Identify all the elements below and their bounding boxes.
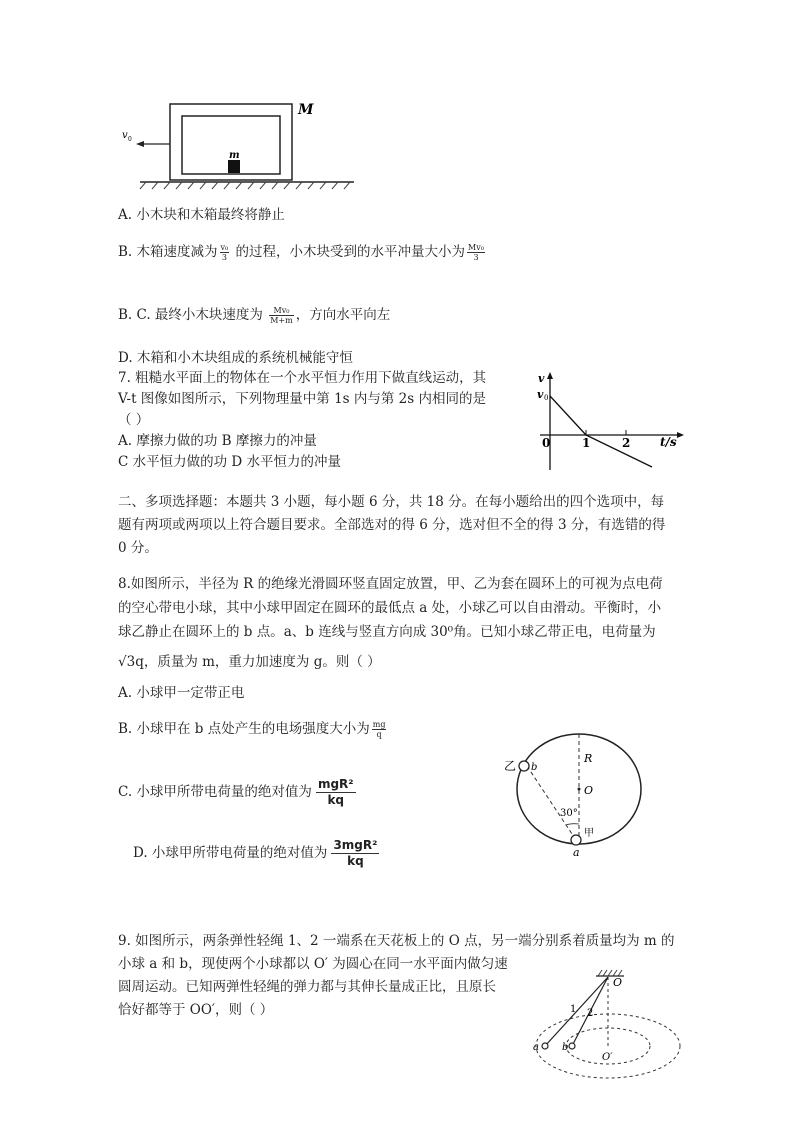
q7-line4: A. 摩擦力做的功 B 摩擦力的冲量 bbox=[118, 433, 317, 449]
q8-stem bbox=[118, 572, 678, 644]
q6-option-a: A. 小木块和木箱最终将静止 bbox=[118, 207, 285, 223]
label-angle: 30° bbox=[560, 808, 578, 819]
label-O2: O bbox=[613, 976, 623, 989]
q6-option-d: D. 木箱和小木块组成的系统机械能守恒 bbox=[118, 350, 353, 366]
q8-option-c: C. 小球甲所带电荷量的绝对值为 $\frac{\text{mgR²}}{kq}$ bbox=[118, 777, 354, 807]
q7-line3: （ ） bbox=[118, 412, 150, 428]
q9-line4: 恰好都等于 OO′，则（ ） bbox=[118, 1002, 274, 1018]
q8-line2: 的空心带电小球，其中小球甲固定在圆环的最低点 a 处，小球乙可以自由滑动。平衡时，小 bbox=[118, 600, 662, 616]
t-label: t/s bbox=[660, 435, 677, 449]
q8-line3: 球乙静止在圆环上的 b 点。a、b 连线与竖直方向成 30⁰角。已知小球乙带正电，电荷量为 bbox=[118, 624, 656, 640]
label-M: M bbox=[298, 102, 314, 118]
label-v: v bbox=[122, 130, 128, 141]
v-label: v bbox=[538, 372, 545, 385]
q6-b-text2: 的过程，小木块受到的水平冲量大小为 bbox=[231, 244, 466, 260]
q8-option-d: D. 小球甲所带电荷量的绝对值为 $\frac{\text{3mgR²}}{kq}$ bbox=[133, 838, 378, 868]
ball-b2 bbox=[569, 1043, 575, 1049]
q9-line3: 圆周运动。已知两弹性轻绳的弹力都与其伸长量成正比，且原长 bbox=[118, 979, 496, 995]
q6-c-text2: ，方向水平向左 bbox=[295, 307, 391, 323]
label-b2: b bbox=[562, 1042, 569, 1053]
q6-option-c bbox=[118, 303, 390, 325]
q8-option-a: A. 小球甲一定带正电 bbox=[118, 685, 245, 701]
label-rope1: 1 bbox=[570, 1004, 577, 1015]
ab-line bbox=[527, 766, 576, 840]
vt-line-2 bbox=[586, 435, 652, 467]
origin-label: 0 bbox=[542, 436, 551, 450]
label-yi: 乙 bbox=[504, 759, 517, 773]
v0-sub: 0 bbox=[544, 394, 549, 402]
box-figure bbox=[118, 96, 358, 192]
q6-c-frac: $\frac{\text{Mv₀}}{M+m}$ bbox=[270, 306, 293, 325]
label-m: m bbox=[229, 150, 240, 161]
section2-line1: 二、多项选择题：本题共 3 小题，每小题 6 分，共 18 分。在每小题给出的四个选项中，每 bbox=[118, 494, 665, 510]
q8-option-b: B. 小球甲在 b 点处产生的电场强度大小为 $\frac{mg}{q}$ bbox=[118, 720, 386, 739]
label-jia: 甲 bbox=[584, 828, 594, 839]
q7-line5: C 水平恒力做的功 D 水平恒力的冲量 bbox=[118, 454, 342, 470]
ring-figure bbox=[500, 728, 680, 864]
label-rope2: 2 bbox=[587, 1008, 594, 1019]
q8-d-frac: $\frac{\text{3mgR²}}{kq}$ bbox=[333, 838, 378, 868]
tick-2-label: 2 bbox=[622, 436, 631, 450]
q9-line1: 9. 如图所示，两条弹性轻绳 1、2 一端系在天花板上的 O 点，另一端分别系着质量均为 m 的 bbox=[118, 933, 675, 949]
q8-line1: 8.如图所示，半径为 R 的绝缘光滑圆环竖直固定放置，甲、乙为套在圆环上的可视为点电荷 bbox=[118, 576, 663, 592]
small-block bbox=[228, 160, 240, 173]
ground-hatch bbox=[140, 182, 350, 189]
q6-b-frac2: $\frac{\text{Mv₀}}{3}$ bbox=[468, 243, 484, 262]
sqrt3: √3 bbox=[118, 654, 136, 670]
q7-line2: V-t 图像如图所示，下列物理量中第 1s 内与第 2s 内相同的是 bbox=[118, 391, 486, 407]
ball-a2 bbox=[542, 1043, 548, 1049]
ball-b bbox=[519, 761, 529, 771]
q7-block bbox=[118, 368, 486, 473]
q6-c-text: B. C. 最终小木块速度为 bbox=[118, 307, 268, 323]
vt-line-1 bbox=[550, 396, 586, 435]
q8-b-frac: $\frac{mg}{q}$ bbox=[372, 720, 386, 739]
q7-line1: 7. 粗糙水平面上的物体在一个水平恒力作用下做直线运动，其 bbox=[118, 370, 487, 386]
section2-intro bbox=[118, 491, 678, 560]
q6-b-text: B. 木箱速度减为 bbox=[118, 244, 218, 260]
v0-label: v bbox=[537, 388, 544, 401]
vt-graph bbox=[530, 368, 690, 478]
q8-line4: √3q，质量为 m，重力加速度为 g。则（ ） bbox=[118, 654, 381, 670]
rope-1 bbox=[545, 977, 608, 1046]
label-O-prime: O′ bbox=[602, 1052, 613, 1063]
tick-1-label: 1 bbox=[582, 436, 591, 450]
q6-b-frac1: $\frac{\text{v₀}}{3}$ bbox=[220, 243, 229, 262]
label-b: b bbox=[531, 762, 538, 773]
ball-a bbox=[571, 835, 581, 845]
label-v-sub: 0 bbox=[128, 136, 132, 143]
section2-line2: 题有两项或两项以上符合题目要求。全部选对的得 6 分，选对但不全的得 3 分，有选错的得 bbox=[118, 517, 666, 533]
label-R: R bbox=[584, 752, 593, 765]
q6-option-b bbox=[118, 240, 487, 262]
q9-line2: 小球 a 和 b，现使两个小球都以 O′ 为圆心在同一水平面内做匀速 bbox=[118, 956, 508, 972]
label-O: O bbox=[584, 784, 594, 797]
cone-figure bbox=[526, 966, 694, 1090]
q8-c-frac: $\frac{\text{mgR²}}{kq}$ bbox=[317, 777, 354, 807]
label-a: a bbox=[573, 846, 580, 859]
label-a2: a bbox=[533, 1042, 539, 1053]
section2-line3: 0 分。 bbox=[118, 540, 158, 556]
